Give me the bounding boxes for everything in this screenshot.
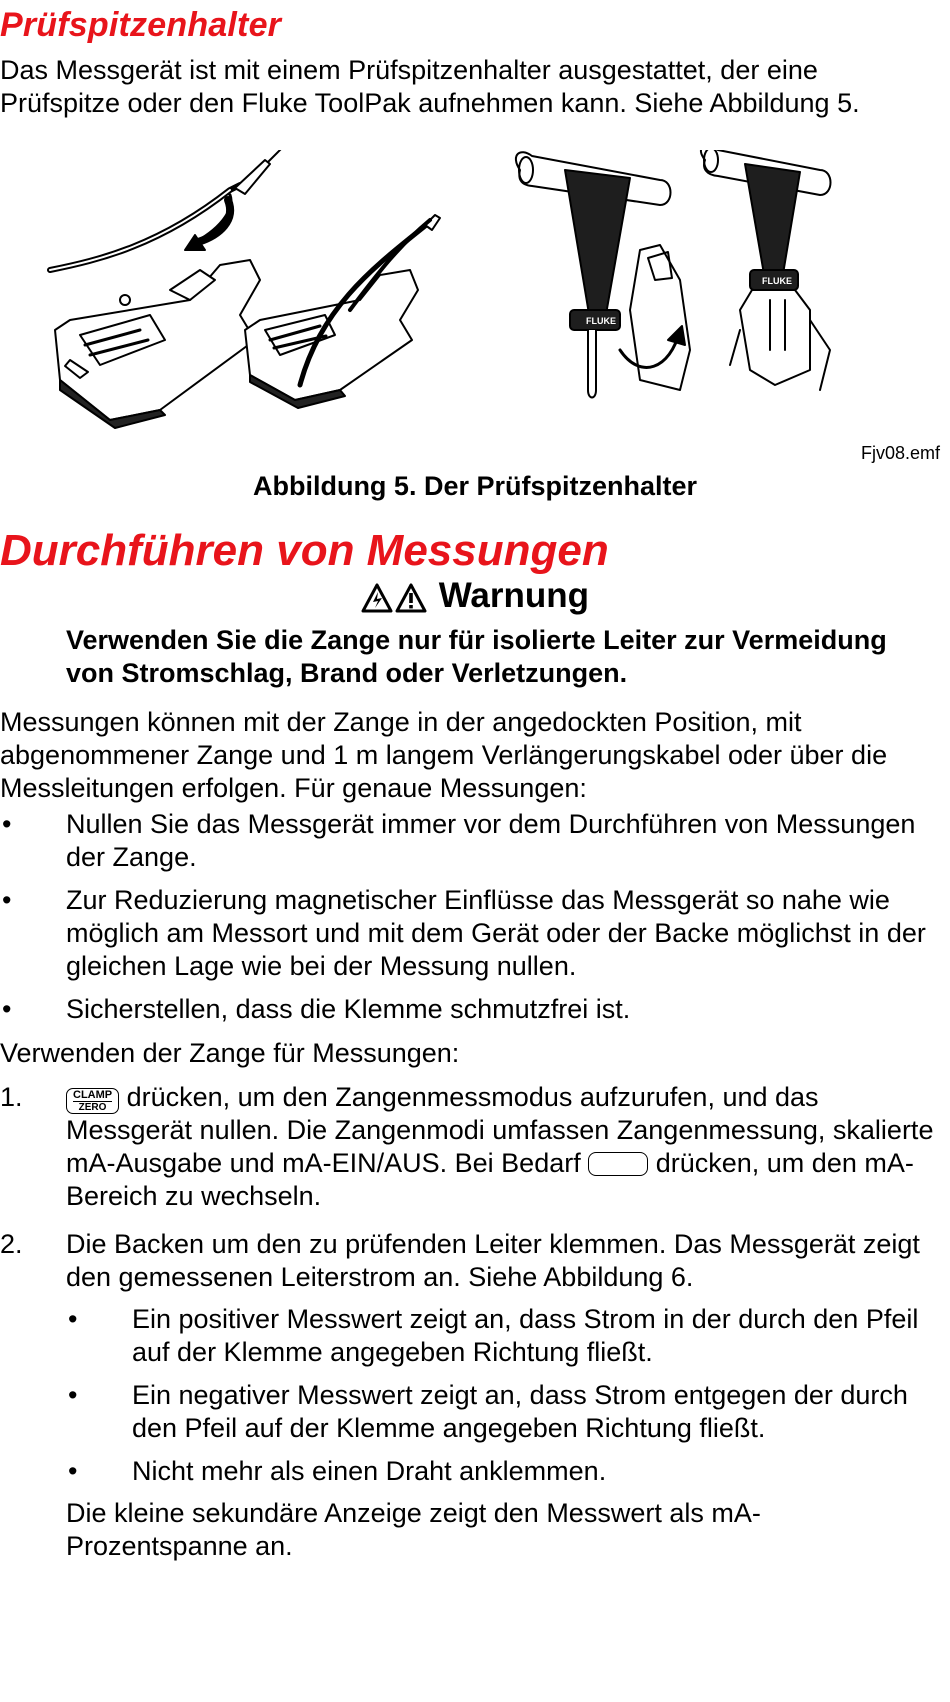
steps-intro: Verwenden der Zange für Messungen:	[0, 1038, 460, 1068]
meter-with-probe-installed-illustration	[245, 215, 440, 408]
step-text: Die Backen um den zu prüfenden Leiter klemmen. Das Messgerät zeigt den gemessenen Leiterstrom an. Siehe Abbildung 6.	[66, 1229, 920, 1292]
bullet-text: Nullen Sie das Messgerät immer vor dem Durchführen von Messungen der Zange.	[66, 809, 916, 872]
bullet-marker: •	[2, 885, 12, 915]
sub-bullet-text: Ein positiver Messwert zeigt an, dass Strom in der durch den Pfeil auf der Klemme angegeben Richtung fließt.	[132, 1304, 919, 1367]
figure-5	[40, 150, 940, 463]
warning-title: Warnung	[438, 576, 590, 615]
probe-holder-illustration	[40, 150, 940, 450]
bullet-marker: •	[68, 1304, 78, 1334]
strap-logo-1: FLUKE	[586, 316, 616, 326]
key-label-bottom: ZERO	[73, 1101, 112, 1113]
sub-bullet-text: Ein negativer Messwert zeigt an, dass Strom entgegen der durch den Pfeil auf der Klemme angegeben Richtung fließt.	[132, 1380, 908, 1443]
warning-heading	[0, 576, 950, 622]
bullet-marker: •	[68, 1380, 78, 1410]
step-1-text-a: drücken, um den Zangenmessmodus aufzurufen, und das Messgerät nullen. Die Zangenmodi umfassen Zangenmessung, skalierte mA-Ausgabe und mA-EIN/AUS. Bei Bedarf	[66, 1082, 934, 1178]
figure-file-tag: Fjv08.emf	[860, 443, 940, 463]
clamp-zero-key-icon	[66, 1088, 119, 1114]
bullet-marker: •	[68, 1456, 78, 1486]
measurements-intro: Messungen können mit der Zange in der angedockten Position, mit abgenommener Zange und 1 m langem Verlängerungskabel oder über die Messleitungen erfolgen. Für genaue Messungen:	[0, 707, 888, 803]
bullet-marker: •	[2, 994, 12, 1024]
step-text	[66, 1081, 946, 1213]
sub-bullet-text: Nicht mehr als einen Draht anklemmen.	[132, 1456, 607, 1486]
step-1-text-b: drücken, um den mA-Bereich zu wechseln.	[66, 1148, 914, 1211]
bullet-text: Sicherstellen, dass die Klemme schmutzfrei ist.	[66, 994, 631, 1024]
key-label-top: CLAMP	[73, 1089, 113, 1101]
toolpak-strap-attached-illustration	[701, 150, 831, 390]
step-number: 1.	[0, 1082, 23, 1112]
strap-logo-2: FLUKE	[762, 276, 792, 286]
blank-key-icon	[588, 1152, 648, 1176]
hazard-warning-icon	[361, 582, 393, 622]
bullet-marker: •	[2, 809, 12, 839]
step-number: 2.	[0, 1229, 23, 1259]
toolpak-strap-illustration	[516, 152, 690, 397]
bullet-text: Zur Reduzierung magnetischer Einflüsse das Messgerät so nahe wie möglich am Messort und mit dem Gerät oder der Backe möglichst in der gleichen Lage wie bei der Messung nullen.	[66, 885, 926, 981]
caution-warning-icon	[395, 582, 427, 622]
figure-5-caption: Abbildung 5. Der Prüfspitzenhalter	[252, 471, 698, 501]
section-heading-measurements: Durchführen von Messungen	[0, 526, 609, 575]
probe-holder-intro: Das Messgerät ist mit einem Prüfspitzenhalter ausgestattet, der eine Prüfspitze oder den Fluke ToolPak aufnehmen kann. Siehe Abbildung 5.	[0, 55, 860, 118]
section-heading-probe-holder: Prüfspitzenhalter	[0, 6, 282, 44]
warning-text: Verwenden Sie die Zange nur für isolierte Leiter zur Vermeidung von Stromschlag, Brand oder Verletzungen.	[66, 625, 887, 688]
step-2-closing: Die kleine sekundäre Anzeige zeigt den Messwert als mA-Prozentspanne an.	[66, 1498, 761, 1561]
meter-with-probe-illustration	[50, 150, 282, 428]
